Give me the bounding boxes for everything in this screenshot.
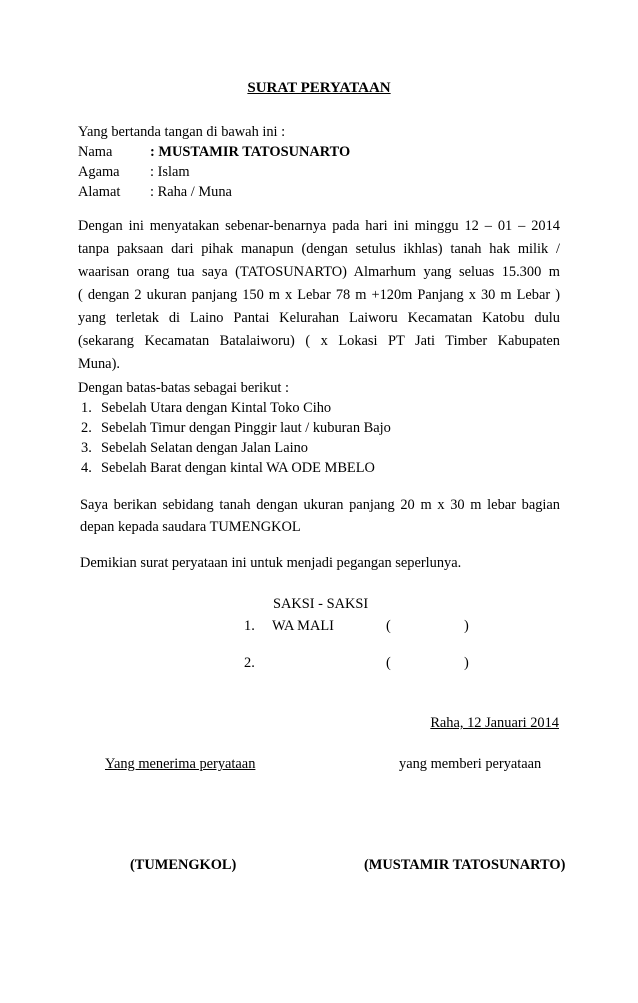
nama-label: Nama bbox=[78, 144, 113, 160]
alamat-label: Alamat bbox=[78, 184, 121, 200]
gift-line: Saya berikan sebidang tanah dengan ukuran panjang 20 m x 30 m lebar bagian bbox=[80, 497, 560, 513]
nama-value: : MUSTAMIR TATOSUNARTO bbox=[150, 144, 351, 160]
statement-line: Muna). bbox=[78, 356, 120, 372]
witness-signature-close: ) bbox=[464, 618, 469, 634]
receiver-label: Yang menerima peryataan bbox=[105, 756, 256, 772]
boundary-number: 1. bbox=[81, 400, 92, 416]
witnesses-heading: SAKSI - SAKSI bbox=[273, 596, 369, 612]
alamat-value: : Raha / Muna bbox=[150, 184, 232, 200]
statement-line: yang terletak di Laino Pantai Kelurahan Laiworu Kecamatan Katobu dulu bbox=[78, 310, 560, 326]
witness-number: 2. bbox=[244, 655, 255, 671]
boundaries-intro: Dengan batas-batas sebagai berikut : bbox=[78, 380, 289, 396]
witness-signature-open: ( bbox=[386, 618, 391, 634]
agama-label: Agama bbox=[78, 164, 120, 180]
boundary-number: 4. bbox=[81, 460, 92, 476]
place-date: Raha, 12 Januari 2014 bbox=[430, 715, 559, 731]
statement-line: waarisan orang tua saya (TATOSUNARTO) Almarhum yang seluas 15.300 m bbox=[78, 264, 560, 280]
witness-signature-close: ) bbox=[464, 655, 469, 671]
intro-text: Yang bertanda tangan di bawah ini : bbox=[78, 124, 286, 140]
witness-signature-open: ( bbox=[386, 655, 391, 671]
giver-name: (MUSTAMIR TATOSUNARTO) bbox=[364, 857, 566, 873]
giver-label: yang memberi peryataan bbox=[399, 756, 542, 772]
boundary-text: Sebelah Selatan dengan Jalan Laino bbox=[101, 440, 308, 456]
boundary-text: Sebelah Timur dengan Pinggir laut / kuburan Bajo bbox=[101, 420, 391, 436]
closing-text: Demikian surat peryataan ini untuk menjadi pegangan seperlunya. bbox=[80, 555, 462, 571]
statement-line: Dengan ini menyatakan sebenar-benarnya pada hari ini minggu 12 – 01 – 2014 bbox=[78, 218, 560, 234]
boundary-number: 3. bbox=[81, 440, 92, 456]
gift-line: depan kepada saudara TUMENGKOL bbox=[80, 519, 301, 535]
statement-line: tanpa paksaan dari pihak manapun (dengan setulus ikhlas) tanah hak milik / bbox=[78, 241, 560, 257]
agama-value: : Islam bbox=[150, 164, 190, 180]
boundary-text: Sebelah Utara dengan Kintal Toko Ciho bbox=[101, 400, 332, 416]
statement-line: (sekarang Kecamatan Batalaiworu) ( x Lokasi PT Jati Timber Kabupaten bbox=[78, 333, 560, 349]
receiver-name: (TUMENGKOL) bbox=[130, 857, 237, 873]
boundary-number: 2. bbox=[81, 420, 92, 436]
boundary-text: Sebelah Barat dengan kintal WA ODE MBELO bbox=[101, 460, 375, 476]
witness-name: WA MALI bbox=[272, 618, 334, 634]
letter-title: SURAT PERYATAAN bbox=[247, 80, 391, 96]
witness-number: 1. bbox=[244, 618, 255, 634]
statement-line: ( dengan 2 ukuran panjang 150 m x Lebar 78 m +120m Panjang x 30 m Lebar ) bbox=[78, 287, 560, 303]
